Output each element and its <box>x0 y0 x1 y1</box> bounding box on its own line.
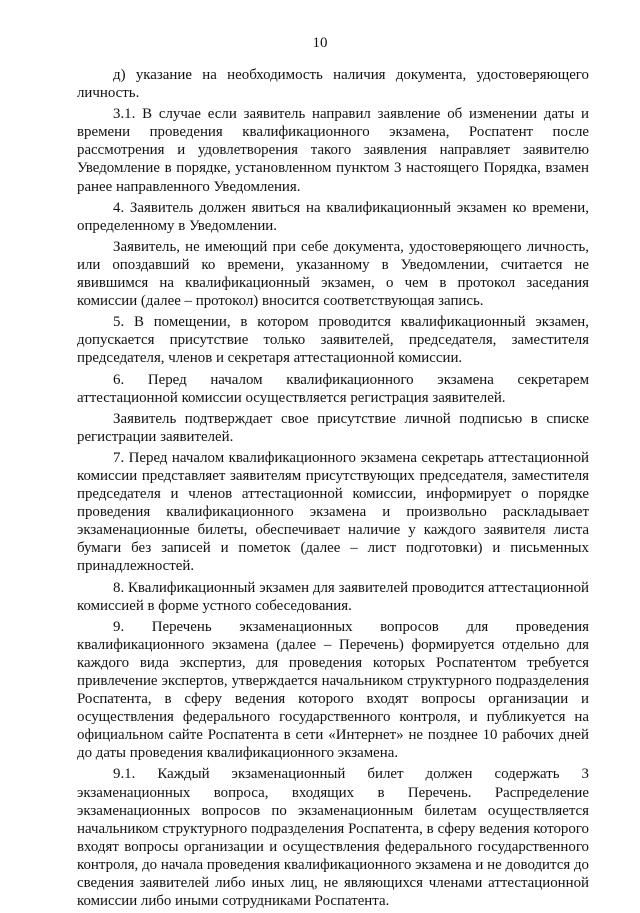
paragraph-5: 5. В помещении, в котором проводится квалификационный экзамен, допускается присутствие только заявителей, председателя, заместителя председателя, членов и секретаря аттестационной комиссии. <box>77 314 589 367</box>
paragraph-9: 9. Перечень экзаменационных вопросов для проведения квалификационного экзамена (далее – Перечень) формируется отдельно для каждого вида экспертиз, для проведения которых Роспатентом требуется привлечение экспертов, утверждается начальником структурного подразделения Роспатента, в сферу ведения которого входят вопросы организации и осуществления федерального государственного контроля, и публикуется на официальном сайте Роспатента в сети «Интернет» не позднее 10 рабочих дней до даты проведения квалификационного экзамена. <box>77 618 589 762</box>
paragraph-3-1: 3.1. В случае если заявитель направил заявление об изменении даты и времени проведения квалификационного экзамена, Роспатент после рассмотрения и удовлетворения такого заявления направляет заявителю Уведомление в порядке, установленном пунктом 3 настоящего Порядка, взамен ранее направленного Уведомления. <box>77 106 589 195</box>
document-body <box>77 66 589 913</box>
paragraph-6-continued: Заявитель подтверждает свое присутствие личной подписью в списке регистрации заявителей. <box>77 410 589 445</box>
paragraph-8: 8. Квалификационный экзамен для заявителей проводится аттестационной комиссией в форме устного собеседования. <box>77 579 589 614</box>
page-number: 10 <box>312 35 328 51</box>
paragraph-6: 6. Перед началом квалификационного экзамена секретарем аттестационной комиссии осуществляется регистрация заявителей. <box>77 371 589 406</box>
paragraph-9-1: 9.1. Каждый экзаменационный билет должен содержать 3 экзаменационных вопроса, входящих в Перечень. Распределение экзаменационных вопросов по экзаменационным билетам осуществляется начальником структурного подразделения Роспатента, в сферу ведения которого входят вопросы организации и осуществления федерального государственного контроля, до начала проведения квалификационного экзамена и не доводится до сведения заявителей либо иных лиц, не являющихся членами аттестационной комиссии либо иными сотрудниками Роспатента. <box>77 766 589 910</box>
paragraph-4: 4. Заявитель должен явиться на квалификационный экзамен ко времени, определенному в Уведомлении. <box>77 199 589 234</box>
paragraph-item-d: д) указание на необходимость наличия документа, удостоверяющего личность. <box>77 67 589 102</box>
paragraph-4-continued: Заявитель, не имеющий при себе документа, удостоверяющего личность, или опоздавший ко времени, указанному в Уведомлении, считается не явившимся на квалификационный экзамен, о чем в протокол заседания комиссии (далее – протокол) вносится соответствующая запись. <box>77 238 589 310</box>
paragraph-7: 7. Перед началом квалификационного экзамена секретарь аттестационной комиссии представляет заявителям присутствующих председателя, заместителя председателя и членов аттестационной комиссии, информирует о порядке проведения квалификационного экзамена и произвольно раскладывает экзаменационные билеты, обеспечивает наличие у каждого заявителя листа бумаги без записей и пометок (далее – лист подготовки) и письменных принадлежностей. <box>77 449 589 575</box>
